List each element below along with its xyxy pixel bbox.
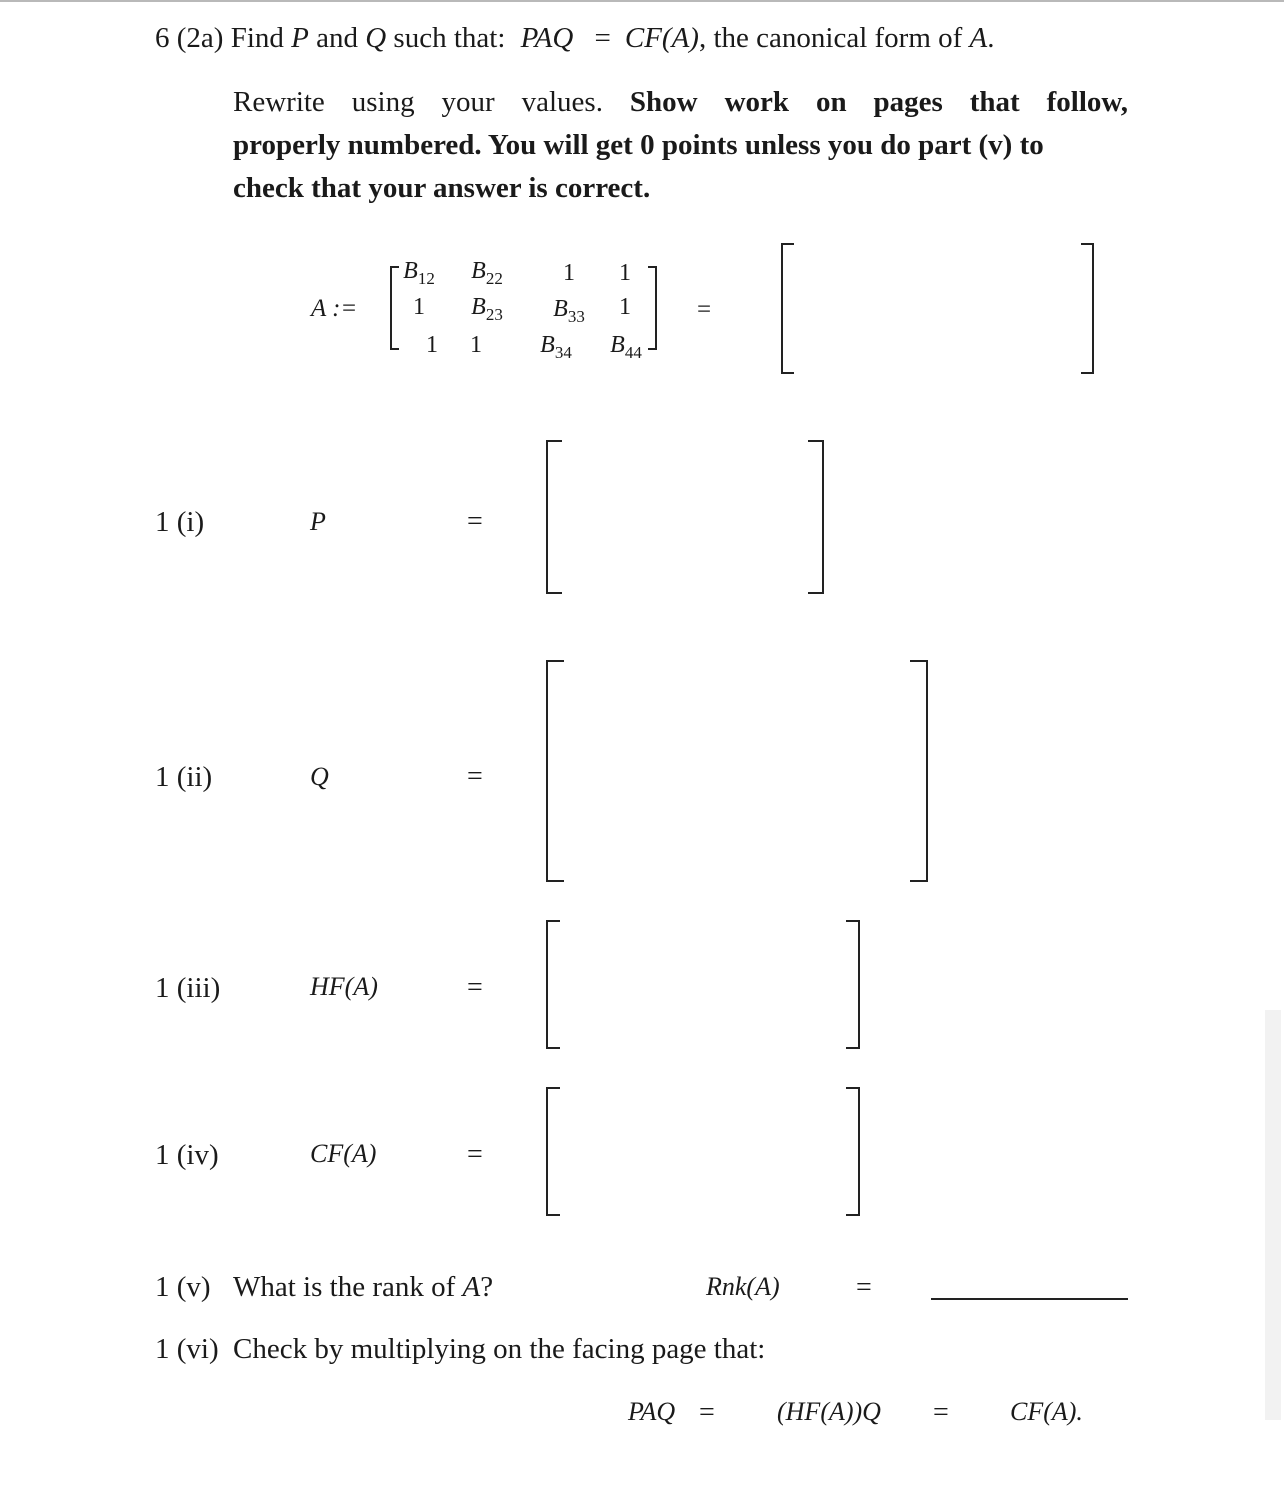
symbol-cfa: CF(A)	[624, 22, 699, 54]
part-i-left-bracket	[546, 440, 562, 594]
instructions-line-1	[233, 86, 1128, 119]
check-equals-2: =	[933, 1397, 949, 1428]
equals-sign: =	[594, 22, 611, 54]
check-middle: (HF(A))Q	[777, 1397, 881, 1426]
part-v-symbol-a: A	[462, 1271, 481, 1303]
matrix-r2c3: $B_{33}$	[553, 296, 585, 326]
part-iv-number: 1 (iv)	[155, 1139, 219, 1171]
part-vi-number: 1 (vi)	[155, 1333, 219, 1365]
part-i-number: 1 (i)	[155, 506, 205, 538]
matrix-r1c4: 1	[619, 260, 631, 286]
part-ii-number: 1 (ii)	[155, 761, 213, 793]
part-iv-symbol: CF(A)	[310, 1139, 377, 1168]
part-iv-right-bracket	[846, 1087, 860, 1216]
header-tail: , the canonical form of	[698, 22, 963, 54]
part-i-right-bracket	[808, 440, 824, 594]
question-lead: Find	[230, 22, 284, 54]
rank-answer-blank[interactable]	[931, 1298, 1128, 1300]
check-cfa: CF(A).	[1010, 1397, 1083, 1426]
part-iii-left-bracket	[546, 920, 560, 1049]
answer-a-right-bracket	[1081, 243, 1094, 374]
part-iv-equals: =	[467, 1139, 483, 1170]
symbol-paq: PAQ	[520, 22, 574, 54]
matrix-r2c4: 1	[619, 294, 631, 320]
part-iv-left-bracket	[546, 1087, 560, 1216]
question-number: 6	[155, 22, 170, 54]
part-v-qmark: ?	[480, 1271, 494, 1303]
part-ii-equals: =	[467, 761, 483, 792]
matrix-r1c2: $B_{22}$	[471, 258, 503, 288]
matrix-r2c2: $B_{23}$	[471, 294, 503, 324]
check-paq: PAQ	[628, 1397, 676, 1426]
matrix-equals: =	[697, 296, 712, 323]
part-ii-symbol: Q	[310, 762, 329, 791]
word-and: and	[316, 22, 358, 54]
rank-equals: =	[856, 1272, 872, 1303]
question-points: (2a)	[176, 22, 224, 54]
check-equals-1: =	[699, 1397, 715, 1428]
part-iii-symbol: HF(A)	[310, 972, 378, 1001]
part-ii-right-bracket	[910, 660, 928, 882]
instructions-plain: Rewrite using your values.	[233, 86, 603, 118]
instructions-bold-1: Show work on pages that follow,	[629, 86, 1128, 118]
symbol-a: A	[969, 22, 988, 54]
matrix-r3c4: $B_{44}$	[610, 332, 642, 362]
part-v-question	[233, 1271, 493, 1304]
question-header	[155, 22, 995, 55]
matrix-r1c3: 1	[563, 260, 575, 286]
matrix-label: A :=	[311, 295, 358, 322]
scrollbar[interactable]	[1265, 1010, 1281, 1420]
header-period: .	[987, 22, 995, 54]
word-such: such that:	[393, 22, 506, 54]
instructions-line-3: check that your answer is correct.	[233, 172, 651, 204]
part-iii-equals: =	[467, 972, 483, 1003]
part-v-text: What is the rank of	[233, 1271, 456, 1303]
part-v-number: 1 (v)	[155, 1271, 211, 1303]
part-iii-number: 1 (iii)	[155, 972, 221, 1004]
part-ii-left-bracket	[546, 660, 564, 882]
matrix-r2c1: 1	[413, 294, 425, 320]
part-iii-right-bracket	[846, 920, 860, 1049]
rank-symbol: Rnk(A)	[706, 1272, 780, 1301]
matrix-r1c1: $B_{12}$	[403, 258, 435, 288]
symbol-p: P	[291, 22, 309, 54]
part-i-equals: =	[467, 506, 483, 537]
part-vi-text: Check by multiplying on the facing page that:	[233, 1333, 766, 1365]
matrix-r3c1: 1	[426, 332, 438, 358]
matrix-r3c3: $B_{34}$	[540, 332, 572, 362]
symbol-q: Q	[365, 22, 387, 54]
part-i-symbol: P	[310, 507, 326, 536]
matrix-r3c2: 1	[470, 332, 482, 358]
answer-a-left-bracket	[781, 243, 794, 374]
top-rule	[0, 0, 1284, 2]
instructions-line-2: properly numbered. You will get 0 points unless you do part (v) to	[233, 129, 1044, 161]
